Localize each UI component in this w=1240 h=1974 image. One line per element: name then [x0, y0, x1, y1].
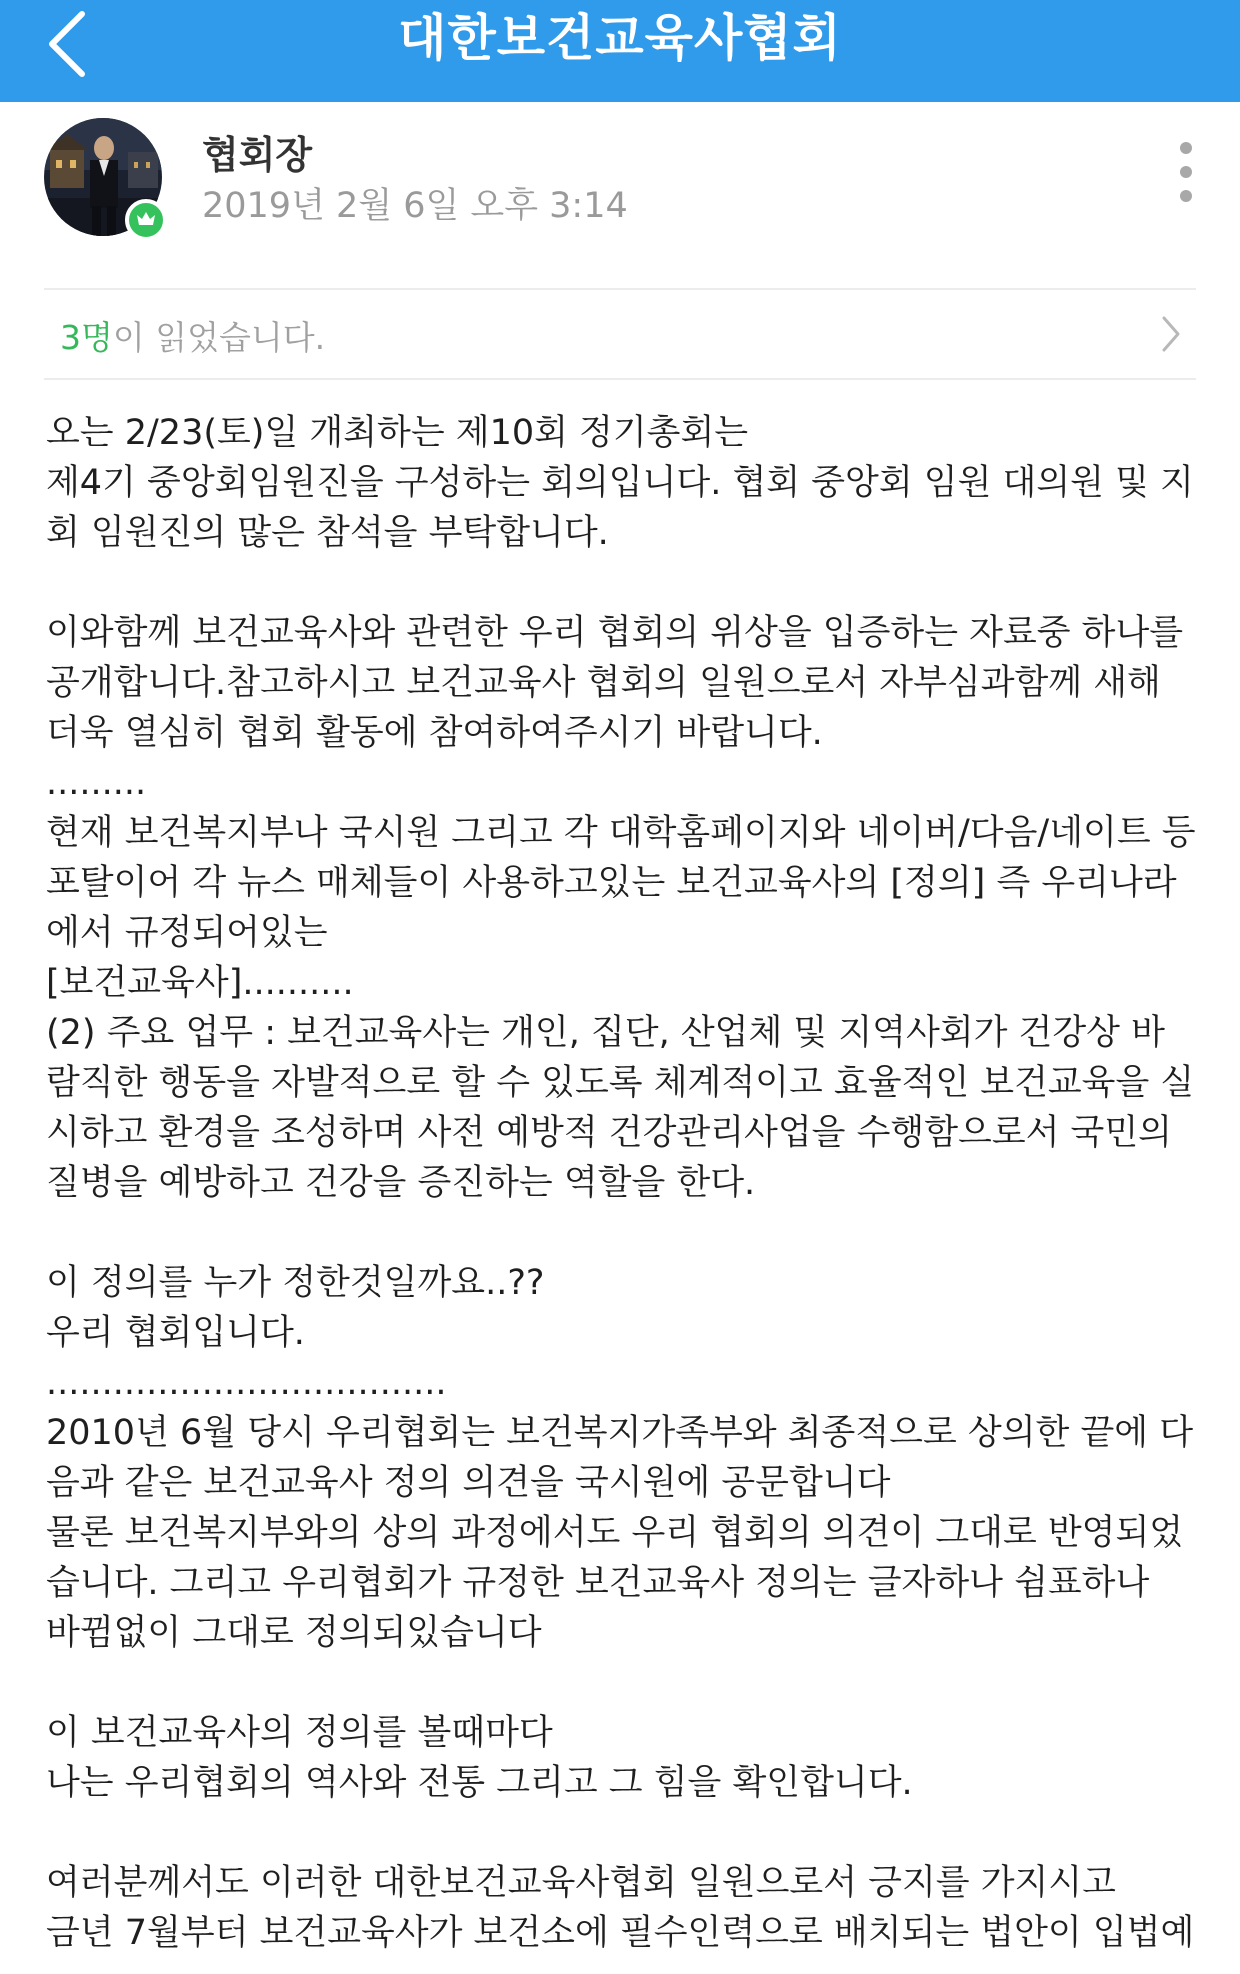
- readers-text: [60, 312, 325, 359]
- body-line: 음과 같은 보건교육사 정의 의견을 국시원에 공문합니다: [46, 1463, 891, 1503]
- body-line: 람직한 행동을 자발적으로 할 수 있도록 체계적이고 효율적인 보건교육을 실: [46, 1063, 1195, 1103]
- body-line: ....................................: [46, 1363, 447, 1403]
- readers-count: 3명: [60, 318, 113, 357]
- author-name[interactable]: 협회장: [202, 133, 313, 177]
- body-line: 에서 규정되어있는: [46, 913, 328, 953]
- body-line: 물론 보건복지부와의 상의 과정에서도 우리 협회의 의견이 그대로 반영되었: [46, 1513, 1184, 1553]
- body-line: 여러분께서도 이러한 대한보건교육사협회 일원으로서 긍지를 가지시고: [46, 1863, 1116, 1903]
- body-line: 더욱 열심히 협회 활동에 참여하여주시기 바랍니다.: [46, 713, 823, 753]
- post-body: [46, 408, 1196, 1958]
- more-vertical-icon: [1174, 142, 1198, 202]
- crown-icon: [136, 211, 156, 227]
- app-bar: [0, 0, 1240, 102]
- body-line: 공개합니다.참고하시고 보건교육사 협회의 일원으로서 자부심과함께 새해: [46, 663, 1161, 703]
- body-line: [보건교육사]..........: [46, 963, 354, 1003]
- blank-line: [46, 1658, 1196, 1708]
- body-line: 시하고 환경을 조성하며 사전 예방적 건강관리사업을 수행함으로서 국민의: [46, 1113, 1172, 1153]
- blank-line: [46, 1808, 1196, 1858]
- body-line: 질병을 예방하고 건강을 증진하는 역할을 한다.: [46, 1163, 756, 1203]
- blank-line: [46, 1208, 1196, 1258]
- readers-row[interactable]: [44, 290, 1196, 378]
- body-line: 바뀜없이 그대로 정의되있습니다: [46, 1613, 542, 1653]
- body-line: 우리 협회입니다.: [46, 1313, 305, 1353]
- more-options-button[interactable]: [1174, 142, 1198, 208]
- body-line: 이와함께 보건교육사와 관련한 우리 협회의 위상을 입증하는 자료중 하나를: [46, 613, 1184, 653]
- body-line: 이 정의를 누가 정한것일까요..??: [46, 1263, 545, 1303]
- divider: [44, 378, 1196, 380]
- post-header: [44, 118, 1196, 248]
- body-line: 금년 7월부터 보건교육사가 보건소에 필수인력으로 배치되는 법안이 입법예: [46, 1913, 1195, 1953]
- body-line: (2) 주요 업무 : 보건교육사는 개인, 집단, 산업체 및 지역사회가 건강상 바: [46, 1013, 1165, 1053]
- body-line: 습니다. 그리고 우리협회가 규정한 보건교육사 정의는 글자하나 쉼표하나: [46, 1563, 1150, 1603]
- chevron-right-icon: [1158, 312, 1184, 356]
- blank-line: [46, 558, 1196, 608]
- readers-suffix: 이 읽었습니다.: [112, 318, 326, 357]
- body-line: 나는 우리협회의 역사와 전통 그리고 그 힘을 확인합니다.: [46, 1763, 913, 1803]
- body-line: 제4기 중앙회임원진을 구성하는 회의입니다. 협회 중앙회 임원 대의원 및 지: [46, 463, 1194, 503]
- body-line: 이 보건교육사의 정의를 볼때마다: [46, 1713, 553, 1753]
- body-line: 회 임원진의 많은 참석을 부탁합니다.: [46, 513, 609, 553]
- body-line: 포탈이어 각 뉴스 매체들이 사용하고있는 보건교육사의 [정의] 즉 우리나라: [46, 863, 1177, 903]
- body-line: 오는 2/23(토)일 개최하는 제10회 정기총회는: [46, 413, 749, 453]
- admin-badge: [125, 199, 167, 241]
- body-line: 현재 보건복지부나 국시원 그리고 각 대학홈페이지와 네이버/다음/네이트 등: [46, 813, 1196, 853]
- body-line: .........: [46, 763, 147, 803]
- app-title: 대한보건교육사협회: [398, 9, 842, 67]
- body-line: 2010년 6월 당시 우리협회는 보건복지가족부와 최종적으로 상의한 끝에 다: [46, 1413, 1194, 1453]
- post-date: 2019년 2월 6일 오후 3:14: [202, 186, 628, 226]
